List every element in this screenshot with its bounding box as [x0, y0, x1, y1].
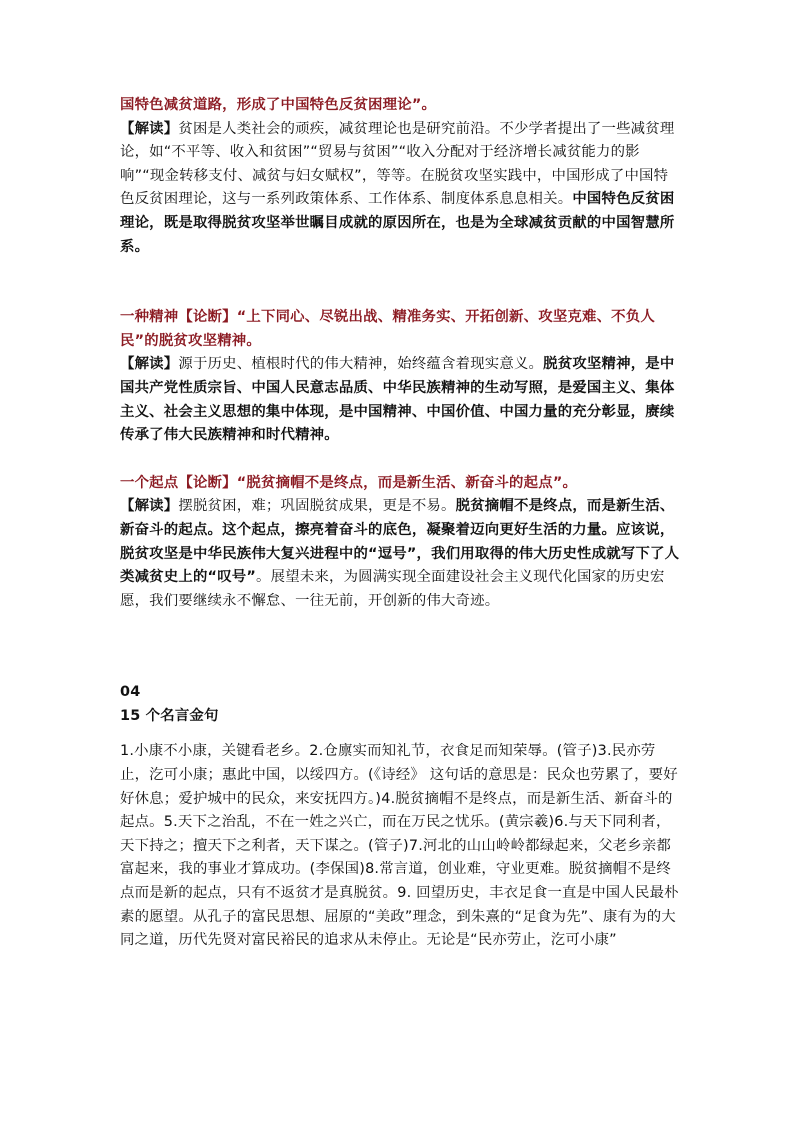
- section-number: 04: [120, 684, 141, 701]
- spacer: [120, 613, 680, 681]
- start-judgment-text: “脱贫摘帽不是终点，而是新生活、新奋斗的起点”。: [236, 474, 578, 491]
- intro-text: 贫困是人类社会的顽疾，减贫理论也是研究前沿。不少学者提出了一些减贫理论，如“不平等、收入和贫困”“贸易与贫困”“收入分配对于经济增长减贫能力的影响”“现金转移支付、减贫与妇女赋权”，等等。在脱贫攻坚实践中，中国形成了中国特色反贫困理论，这与一系列政策体系、工作体系、制度体系息息相关。: [120, 120, 675, 208]
- intro-red-line: 国特色减贫道路，形成了中国特色反贫困理论”。: [120, 97, 437, 113]
- section-title: 15 个名言金句: [120, 707, 219, 724]
- spacer: [120, 259, 680, 306]
- intro-paragraph: [120, 94, 680, 259]
- start-text-2: 。展望未来，为圆满实现全面建设社会主义现代化国家的历史宏愿，我们要继续永不懈怠、一往无前，开创新的伟大奇迹。: [120, 569, 665, 609]
- document-page: [120, 94, 680, 953]
- quotes-paragraph: 1.小康不小康，关键看老乡。2.仓廪实而知礼节，衣食足而知荣辱。(管子)3.民亦劳止，汔可小康；惠此中国，以绥四方。(《诗经》 这句话的意思是：民众也劳累了，要好好休息；爱护城中的民众，来安抚四方。)4.脱贫摘帽不是终点，而是新生活、新奋斗的起点。5.天下之治乱，不在一姓之兴亡，而在万民之忧乐。(黄宗羲)6.与天下同利者，天下持之；擅天下之利者，天下谋之。(管子)7.河北的山山岭岭都绿起来，父老乡亲都富起来，我的事业才算成功。(李保国)8.常言道，创业难，守业更难。脱贫摘帽不是终点而是新的起点，只有不返贫才是真脱贫。9. 回望历史，丰衣足食一直是中国人民最朴素的愿望。从孔子的富民思想、屈原的“美政”理念，到朱熹的“足食为先”、康有为的大同之道，历代先贤对富民裕民的追求从未停止。无论是“民亦劳止，汔可小康”: [120, 743, 679, 949]
- intro-interp-tag: 【解读】: [120, 120, 179, 137]
- start-label: 一个起点: [120, 474, 179, 491]
- start-bold-text: 脱贫摘帽不是终点，而是新生活、新奋斗的起点。这个起点，擦亮着奋斗的底色，凝聚着迈向更好生活的力量。应该说，脱贫攻坚是中华民族伟大复兴进程中的“逗号”，我们用取得的伟大历史性成就写下了人类减贫史上的“叹号”: [120, 498, 680, 586]
- spirit-interp-tag: 【解读】: [120, 356, 179, 373]
- start-text-1: 摆脱贫困，难；巩固脱贫成果，更是不易。: [178, 498, 456, 515]
- start-judgment-tag: 【论断】: [178, 474, 237, 491]
- spirit-text: 源于历史、植根时代的伟大精神，始终蕴含着现实意义。: [178, 356, 544, 373]
- spacer: [120, 728, 680, 740]
- spacer: [120, 448, 680, 472]
- intro-bold-text: 中国特色反贫困理论，既是取得脱贫攻坚举世瞩目成就的原因所在，也是为全球减贫贡献的中国智慧所系。: [120, 191, 675, 255]
- spirit-label: 一种精神: [120, 309, 179, 326]
- start-interp-tag: 【解读】: [120, 498, 179, 515]
- spirit-judgment-text: “上下同心、尽锐出战、精准务实、开拓创新、攻坚克难、不负人民”的脱贫攻坚精神。: [120, 309, 655, 349]
- spirit-bold-text: 脱贫攻坚精神，是中国共产党性质宗旨、中国人民意志品质、中华民族精神的生动写照，是爱国主义、集体主义、社会主义思想的集中体现，是中国精神、中国价值、中国力量的充分彰显，赓续传承了伟大民族精神和时代精神。: [120, 356, 675, 444]
- spirit-paragraph: [120, 306, 680, 448]
- start-paragraph: [120, 472, 680, 614]
- spirit-judgment-tag: 【论断】: [178, 309, 237, 326]
